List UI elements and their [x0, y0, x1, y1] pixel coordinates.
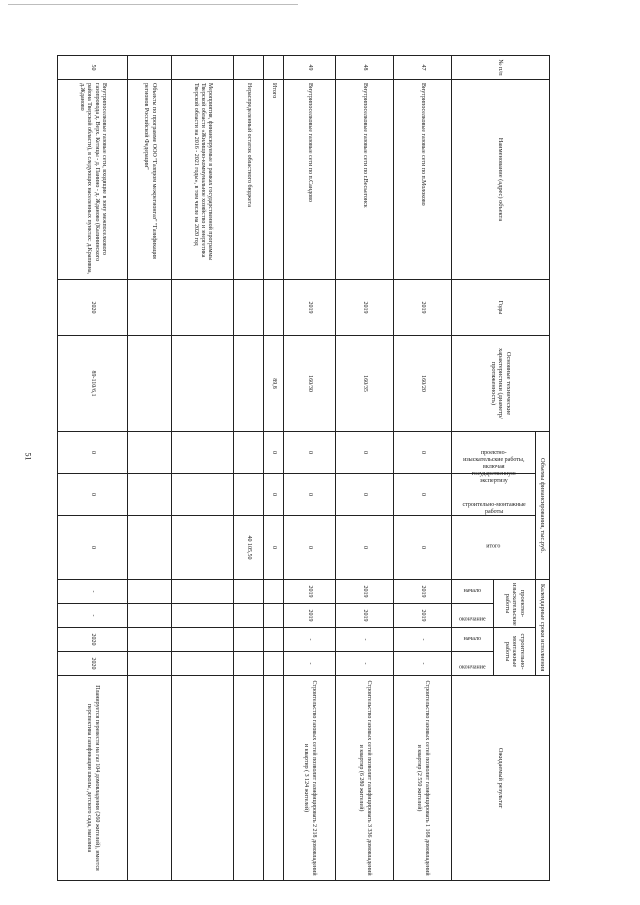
row-construction-end: [172, 652, 234, 676]
row-total: 0: [394, 516, 452, 580]
row-name: Внутрипоселковые газовые сети по п.Сандово: [284, 80, 336, 280]
row-total: [172, 516, 234, 580]
row-num: [234, 56, 264, 80]
page-number: 51: [23, 452, 33, 461]
row-result: [128, 676, 172, 881]
row-construction: 0: [336, 474, 394, 516]
table-row: [58, 56, 128, 881]
row-design-end: 2019: [336, 604, 394, 628]
row-design: 0: [58, 432, 128, 474]
header-design-start: начало: [452, 580, 494, 604]
row-design: [234, 432, 264, 474]
row-years: [172, 280, 234, 336]
rotated-page: [55, 55, 550, 880]
row-years: 2020: [58, 280, 128, 336]
row-construction-end: [264, 652, 284, 676]
row-construction: [172, 474, 234, 516]
row-construction-end: 2020: [58, 652, 128, 676]
row-construction-end: [128, 652, 172, 676]
row-design-start: 2019: [336, 580, 394, 604]
row-design-end: [234, 604, 264, 628]
header-schedule: Календарные сроки исполнения: [536, 580, 550, 676]
row-construction-start: [264, 628, 284, 652]
row-name: Внутрипоселковые газовые сети по п.Молоково: [394, 80, 452, 280]
row-characteristics: [234, 336, 264, 432]
header-num: № п/п: [452, 56, 550, 80]
table-row: [284, 56, 336, 881]
row-characteristics: [128, 336, 172, 432]
table-row: [128, 56, 172, 881]
row-design-end: -: [58, 604, 128, 628]
row-years: [128, 280, 172, 336]
row-design: 0: [284, 432, 336, 474]
row-construction-start: -: [394, 628, 452, 652]
row-design: [128, 432, 172, 474]
row-years: 2019: [284, 280, 336, 336]
row-characteristics: 89-110/6,1: [58, 336, 128, 432]
row-characteristics: [172, 336, 234, 432]
row-name: Итого: [264, 80, 284, 280]
row-construction-start: -: [284, 628, 336, 652]
header-result: Ожидаемый результат: [452, 676, 550, 881]
row-total: [128, 516, 172, 580]
row-total: 0: [58, 516, 128, 580]
row-construction-end: -: [336, 652, 394, 676]
row-construction-end: -: [394, 652, 452, 676]
row-design-end: [172, 604, 234, 628]
row-construction: 0: [394, 474, 452, 516]
header-construction: строительно-монтажные работы: [452, 474, 536, 516]
row-design: 0: [336, 432, 394, 474]
row-result: [264, 676, 284, 881]
row-characteristics: 160/20: [394, 336, 452, 432]
row-total: 0: [284, 516, 336, 580]
row-name: Нераспределенный остаток областного бюджета: [234, 80, 264, 280]
table-row: [264, 56, 284, 881]
row-design-end: 2019: [284, 604, 336, 628]
row-name: Мероприятия, финансируемые в рамках государственной программы Тверской области «Жилищно-коммунальное хозяйство и энергетика Тверской области на 2016 - 2021 годы», в том числе на 2020 год: [172, 80, 234, 280]
financing-table: [57, 55, 550, 881]
row-design-start: [264, 580, 284, 604]
row-construction-start: 2020: [58, 628, 128, 652]
table-row: [234, 56, 264, 881]
row-construction-start: -: [336, 628, 394, 652]
row-design: [172, 432, 234, 474]
row-construction: 0: [264, 474, 284, 516]
header-total: итого: [452, 516, 536, 580]
row-construction: [128, 474, 172, 516]
row-result: Строительство газовых сетей позволит газифицировать 2 218 домовладений и квартир ( 3 124 жителей): [284, 676, 336, 881]
row-design: 0: [264, 432, 284, 474]
row-design-end: [264, 604, 284, 628]
row-result: Строительство газовых сетей позволит газифицировать 1 168 домовладений и квартир (2 550 жителей): [394, 676, 452, 881]
row-num: 50: [58, 56, 128, 80]
row-construction-end: -: [284, 652, 336, 676]
row-construction: 0: [58, 474, 128, 516]
row-design-start: [234, 580, 264, 604]
row-characteristics: 160/30: [284, 336, 336, 432]
table-row: [394, 56, 452, 881]
row-num: [128, 56, 172, 80]
row-num: 49: [284, 56, 336, 80]
row-construction: 0: [284, 474, 336, 516]
row-result: Строительство газовых сетей позволит газифицировать 3 336 домовладений и квартир (6 280 жителей): [336, 676, 394, 881]
row-design-start: [128, 580, 172, 604]
row-design-start: 2019: [284, 580, 336, 604]
row-construction-start: [128, 628, 172, 652]
header-construction-works: строительно-монтажные работы: [494, 628, 536, 676]
row-result: Планируется перевести на газ 104 домовладения (260 жителей), имеется перспектива газификации школы, детского сада, магазина: [58, 676, 128, 881]
row-years: [234, 280, 264, 336]
row-result: [172, 676, 234, 881]
row-characteristics: 89,8: [264, 336, 284, 432]
row-name: Внутрипоселковые газовые сети по г.Весьегонск: [336, 80, 394, 280]
row-design-start: 2019: [394, 580, 452, 604]
row-construction: [234, 474, 264, 516]
header-construction-start: начало: [452, 628, 494, 652]
row-construction-start: [172, 628, 234, 652]
header-construction-end: окончание: [452, 652, 494, 676]
header-years: Годы: [452, 280, 550, 336]
top-rule: [8, 4, 298, 5]
header-financing: Объемы финансирования, тыс.руб.: [536, 432, 550, 580]
row-num: [172, 56, 234, 80]
row-name: Объекты по программе ООО "Газпром межрегионгаз" "Газификация регионов Российской Федерации": [128, 80, 172, 280]
row-years: 2019: [336, 280, 394, 336]
header-design-end: окончание: [452, 604, 494, 628]
row-design-end: [128, 604, 172, 628]
header-design: проектно-изыскательские работы, включая государственную экспертизу: [452, 432, 536, 474]
row-name: Внутрипоселковые газовые сети, входящие в зону межпоселкового газопровода д. Верх. Кетицы - д. Панино - д. Жданово (Калининского района Тверской области), в следующих населенных пунктах: д.Крапивна, д.Жданово: [58, 80, 128, 280]
header-name: Наименование (адрес) объекта: [452, 80, 550, 280]
row-num: 47: [394, 56, 452, 80]
table-row: [172, 56, 234, 881]
row-design-start: -: [58, 580, 128, 604]
row-result: [234, 676, 264, 881]
row-characteristics: 160/35: [336, 336, 394, 432]
row-num: 48: [336, 56, 394, 80]
row-design-start: [172, 580, 234, 604]
row-total: 0: [336, 516, 394, 580]
row-total: 40 105,50: [234, 516, 264, 580]
row-design: 0: [394, 432, 452, 474]
table-row: [336, 56, 394, 881]
row-construction-end: [234, 652, 264, 676]
row-construction-start: [234, 628, 264, 652]
row-years: [264, 280, 284, 336]
row-total: 0: [264, 516, 284, 580]
row-years: 2019: [394, 280, 452, 336]
row-num: [264, 56, 284, 80]
header-design-works: проектно-изыскательские работы: [494, 580, 536, 628]
header-characteristics: Основные технические характеристики (диаметр/протяженность): [452, 336, 550, 432]
row-design-end: 2019: [394, 604, 452, 628]
